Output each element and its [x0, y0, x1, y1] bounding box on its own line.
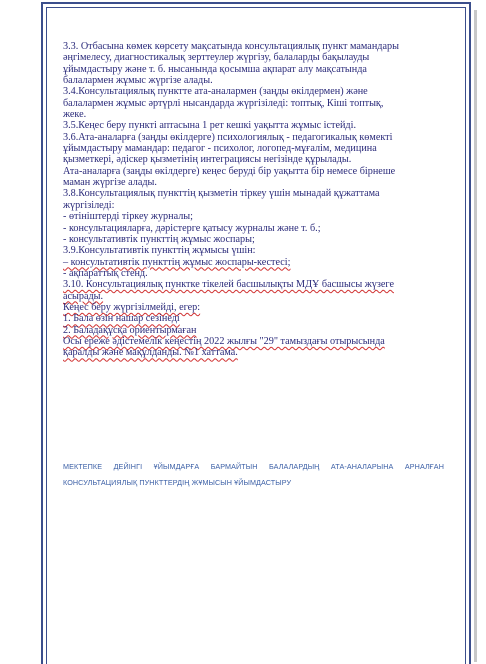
text-line: ұйымдастыру мамандар: педагог - психолог, логопед-мұғалім, медицина	[63, 143, 377, 155]
text-line: 3.3. Отбасына көмек көрсету мақсатында консультациялық пункт мамандары	[63, 41, 399, 52]
text-line: Осы ереже әдістемелік кеңестің 2022 жылғы "29" тамыздағы отырысында	[63, 335, 385, 347]
text-line: 3.9.Консультативтік пункттің жұмысы үшін:	[63, 245, 256, 257]
text-line: - өтініштерді тіркеу журналы;	[63, 211, 193, 223]
text-line: 3.6.Ата-аналарға (заңды өкілдерге) психологиялық - педагогикалық көмекті	[63, 131, 393, 143]
text-line: Ата-аналарға (заңды өкілдерге) кеңес беруді бір уақытта бір немесе бірнеше	[63, 165, 396, 177]
text-line: 2. Баладақұсқа ориентырмаған	[63, 324, 197, 336]
text-line: балалармен жұмыс жүргізе алады.	[63, 75, 213, 87]
text-line: қаралды және мақұлданды. №1 хаттама.	[63, 347, 238, 359]
text-line: 1. Бала өзін нашар сезінеді	[63, 313, 180, 325]
text-line: - ақпараттық стенд.	[63, 267, 148, 279]
text-line: балалармен жұмыс әртүрлі нысандарда жүргізіледі: топтық, Кіші топтық,	[63, 97, 384, 109]
text-line: маман жүргізе алады.	[63, 177, 157, 189]
text-line: 3.5.Кеңес беру пункті аптасына 1 рет кешкі уақытта жұмыс істейді.	[63, 120, 356, 132]
text-line: 3.4.Консультациялық пунктте ата-аналармен (заңды өкілдермен) және	[63, 86, 368, 98]
text-line: 3.10. Консультациялық пунктке тікелей басшылықты МДҰ басшысы жүзеге	[63, 279, 394, 291]
text-line: жеке.	[63, 109, 87, 121]
document-footer-title: МЕКТЕПКЕ ДЕЙІНГІ ҰЙЫМДАРҒА БАРМАЙТЫН БАЛАЛАРДЫҢ АТА-АНАЛАРЫНА АРНАЛҒАН КОНСУЛЬТАЦИЯЛЫҚ ПУНКТТЕРДІҢ ЖҰМЫСЫН ҰЙЫМДАСТЫРУ	[63, 462, 444, 487]
page-shadow	[474, 10, 477, 662]
text-line: 3.8.Консультациялық пункттің қызметін тіркеу үшін мынадай құжаттама	[63, 188, 380, 200]
text-line: - консультативтік пункттің жұмыс жоспары;	[63, 233, 255, 245]
text-line: Кеңес беру жүргізілмейді, егер:	[63, 301, 201, 313]
text-line: – консультативтік пункттің жұмыс жоспары-кестесі;	[63, 256, 291, 268]
text-line: - консультацияларға, дәрістерге қатысу журналы және т. б.;	[63, 222, 321, 234]
text-line: жүргізіледі:	[63, 199, 115, 211]
text-line: әңгімелесу, диагностикалық зерттеулер жүргізу, балаларды бақылауды	[63, 52, 370, 64]
text-line: қызметкері, әдіскер қызметінің интеграциясы негізінде құрылады.	[63, 154, 352, 166]
text-line: асырады.	[63, 290, 104, 302]
text-line: ұйымдастыру және т. б. нысанында қосымша ақпарат алу мақсатында	[63, 63, 367, 75]
document-body	[63, 41, 444, 359]
